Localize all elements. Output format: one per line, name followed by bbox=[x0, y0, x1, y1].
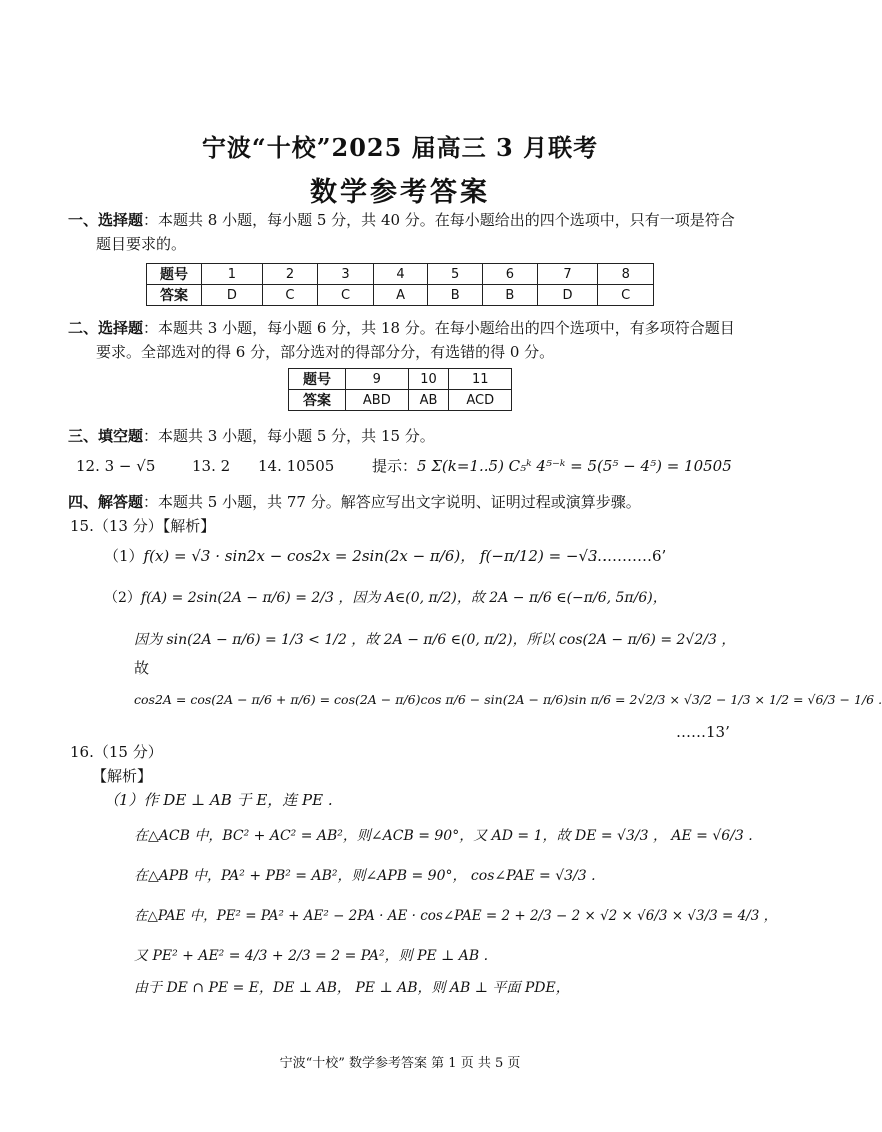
q15-part2-line2 bbox=[134, 630, 735, 650]
q15-part2-formula4: cos2A = cos(2A − π/6 + π/6) = cos(2A − π/6)cos π/6 − sin(2A − π/6)sin π/6 = 2√2/3 × √3/2 − 1/3 × 1/2 = √6/3 − 1/6 . bbox=[134, 692, 882, 707]
table-cell: ACD bbox=[449, 390, 512, 411]
q16-line5-text: 又 PE² + AE² = 4/3 + 2/3 = 2 = PA²，则 PE ⊥ AB . bbox=[134, 948, 489, 964]
section4-line bbox=[68, 492, 641, 512]
q16-line2-text: 在△ACB 中，BC² + AC² = AB²，则∠ACB = 90°，又 AD = 1，故 DE = √3/3 ， AE = √6/3 . bbox=[134, 828, 753, 844]
q15-part2-formula1: f(A) = 2sin(2A − π/6) = 2/3 ，因为 A∈(0, π/2)，故 2A − π/6 ∈(−π/6, 5π/6)， bbox=[140, 590, 667, 606]
table-cell: 9 bbox=[346, 369, 409, 390]
section4-text: ：本题共 5 小题，共 77 分。解答应写出文字说明、证明过程或演算步骤。 bbox=[143, 493, 641, 511]
q16-line1 bbox=[104, 790, 333, 810]
table-cell: C bbox=[262, 285, 318, 306]
table-cell: 5 bbox=[428, 264, 483, 285]
table-cell: C bbox=[598, 285, 654, 306]
table-cell: 2 bbox=[262, 264, 318, 285]
q15-heading: 15.（13 分）【解析】 bbox=[70, 517, 216, 535]
section3-text: ：本题共 3 小题，每小题 5 分，共 15 分。 bbox=[143, 427, 435, 445]
answer-q13: 13. 2 bbox=[192, 457, 231, 475]
table-cell: D bbox=[537, 285, 598, 306]
q16-line2 bbox=[134, 826, 753, 846]
section1-text1: ：本题共 8 小题，每小题 5 分，共 40 分。在每小题给出的四个选项中，只有一项是符合 bbox=[143, 211, 735, 229]
document-title: 宁波“十校”2025 届高三 3 月联考 bbox=[201, 133, 599, 162]
q15-part2-line1 bbox=[104, 588, 667, 608]
q16-line4 bbox=[134, 906, 777, 926]
q15-part2-line3: 故 bbox=[134, 659, 150, 677]
q16-line4-text: 在△PAE 中，PE² = PA² + AE² − 2PA · AE · cos∠PAE = 2 + 2/3 − 2 × √2 × √6/3 × √3/3 = 4/3 ， bbox=[134, 908, 778, 924]
table-cell: 10 bbox=[408, 369, 449, 390]
q16-line6-text: 由于 DE ∩ PE = E，DE ⊥ AB， PE ⊥ AB，则 AB ⊥ 平面 PDE， bbox=[134, 980, 570, 996]
section2-label: 二、选择题 bbox=[68, 319, 144, 337]
q16-line3 bbox=[134, 866, 596, 886]
hint-label: 提示： bbox=[372, 457, 418, 475]
q16-line6 bbox=[134, 978, 570, 998]
q15-part1 bbox=[104, 546, 607, 566]
table-row bbox=[147, 285, 654, 306]
answer-table-1 bbox=[146, 263, 654, 306]
hint-line bbox=[372, 456, 732, 476]
section1-line1 bbox=[68, 210, 735, 230]
table-cell: A bbox=[373, 285, 428, 306]
hint-formula: 5 Σ(k=1..5) C₅ᵏ 4⁵⁻ᵏ = 5(5⁵ − 4⁵) = 10505 bbox=[417, 457, 732, 475]
table-row bbox=[289, 369, 512, 390]
q16-line5 bbox=[134, 946, 488, 966]
q15-part1-score: …………6’ bbox=[592, 547, 667, 565]
table-cell: 6 bbox=[483, 264, 538, 285]
q16-heading: 16.（15 分） bbox=[70, 743, 163, 761]
table-cell: 11 bbox=[449, 369, 512, 390]
q15-part2-formula2: 因为 sin(2A − π/6) = 1/3 < 1/2 ，故 2A − π/6 ∈(0, π/2)，所以 cos(2A − π/6) = 2√2/3 ， bbox=[134, 632, 736, 648]
table-row bbox=[147, 264, 654, 285]
table-cell: 3 bbox=[318, 264, 374, 285]
section2-text1: ：本题共 3 小题，每小题 6 分，共 18 分。在每小题给出的四个选项中，有多项符合题目 bbox=[143, 319, 735, 337]
table-cell: 8 bbox=[598, 264, 654, 285]
q16-line1-text: （1）作 DE ⊥ AB 于 E，连 PE . bbox=[104, 791, 333, 809]
page-footer: 宁波“十校” 数学参考答案 第 1 页 共 5 页 bbox=[279, 1056, 521, 1071]
q15-part2-line4 bbox=[134, 690, 882, 710]
q15-part1-label: （1） bbox=[104, 547, 144, 565]
section3-label: 三、填空题 bbox=[68, 427, 144, 445]
table-header-cell: 题号 bbox=[289, 369, 346, 390]
table-cell: 1 bbox=[202, 264, 263, 285]
q15-part2-label: （2） bbox=[104, 590, 141, 606]
table-cell: ABD bbox=[346, 390, 409, 411]
table-cell: D bbox=[202, 285, 263, 306]
q15-part1-formula: f(x) = √3 · sin2x − cos2x = 2sin(2x − π/6)， f(−π/12) = −√3 . bbox=[143, 547, 608, 565]
section1-label: 一、选择题 bbox=[68, 211, 144, 229]
table-cell: 7 bbox=[537, 264, 598, 285]
section4-label: 四、解答题 bbox=[68, 493, 144, 511]
section2-text2: 要求。全部选对的得 6 分，部分选对的得部分分，有选错的得 0 分。 bbox=[96, 343, 555, 361]
section2-line1 bbox=[68, 318, 735, 338]
table-row bbox=[289, 390, 512, 411]
section3-line bbox=[68, 426, 435, 446]
q16-jiexi: 【解析】 bbox=[92, 767, 153, 785]
table-header-cell: 题号 bbox=[147, 264, 202, 285]
q16-line3-text: 在△APB 中，PA² + PB² = AB²，则∠APB = 90°， cos∠PAE = √3/3 . bbox=[134, 868, 596, 884]
table-cell: B bbox=[428, 285, 483, 306]
answer-table-2 bbox=[288, 368, 512, 411]
answer-q14: 14. 10505 bbox=[258, 457, 335, 475]
answer-q12: 12. 3 − √5 bbox=[76, 457, 156, 475]
table-cell: 4 bbox=[373, 264, 428, 285]
table-header-cell: 答案 bbox=[147, 285, 202, 306]
table-header-cell: 答案 bbox=[289, 390, 346, 411]
table-cell: AB bbox=[408, 390, 449, 411]
q15-part2-score: ……13’ bbox=[676, 723, 730, 741]
table-cell: C bbox=[318, 285, 374, 306]
section1-text2: 题目要求的。 bbox=[96, 235, 187, 253]
table-cell: B bbox=[483, 285, 538, 306]
document-subtitle: 数学参考答案 bbox=[310, 177, 490, 208]
